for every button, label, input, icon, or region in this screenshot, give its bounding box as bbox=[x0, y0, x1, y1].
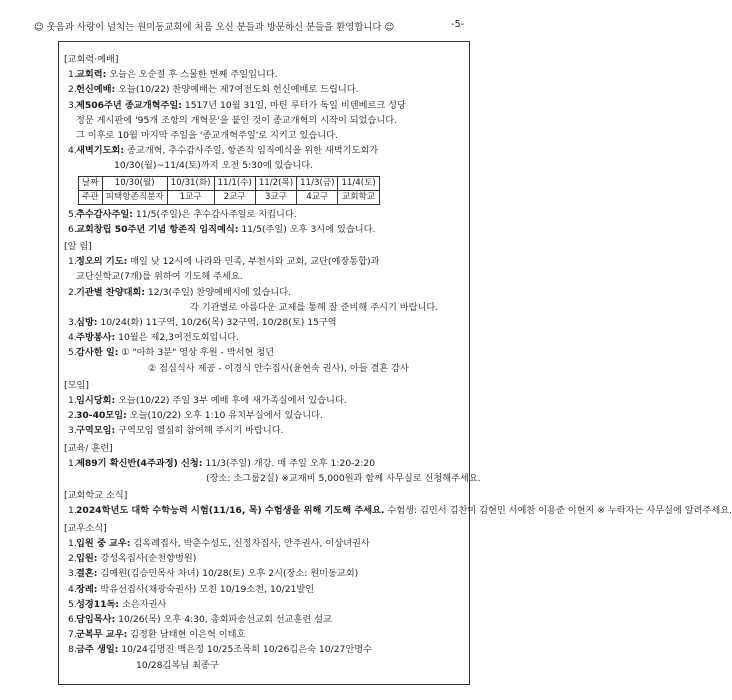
list-item bbox=[64, 597, 464, 612]
item-label: 교회력: bbox=[76, 69, 107, 81]
item-number: 3. bbox=[68, 99, 77, 111]
schedule-cell: 주관 bbox=[79, 190, 103, 204]
item-line bbox=[76, 642, 464, 657]
item-label: 장례: bbox=[76, 583, 98, 595]
item-text: 종교개혁, 추수감사주일, 항존직 임직예식을 위한 새벽기도회가 bbox=[126, 145, 379, 157]
item-number: 2. bbox=[68, 553, 77, 565]
list-item bbox=[64, 315, 464, 330]
list-item bbox=[64, 345, 464, 375]
section-title: [교육/ 훈련] bbox=[64, 442, 113, 454]
item-label: 감사한 일: bbox=[76, 347, 119, 359]
item-text: 10월은 제2,3여전도회입니다. bbox=[118, 332, 240, 344]
item-number: 4. bbox=[68, 332, 77, 344]
list-item bbox=[64, 285, 464, 315]
item-line bbox=[76, 456, 464, 471]
list-item bbox=[64, 330, 464, 345]
list-item bbox=[64, 207, 464, 222]
list-item bbox=[64, 423, 464, 438]
list-item bbox=[64, 143, 464, 173]
item-label: 구역모임: bbox=[76, 425, 116, 437]
item-label: 추수감사주일: bbox=[76, 208, 133, 220]
list-item bbox=[64, 67, 464, 82]
schedule-cell: 11/3(금) bbox=[297, 176, 338, 190]
item-line-cont: 10/30(월)~11/4(토)까지 오전 5:30에 있습니다. bbox=[114, 160, 314, 172]
item-number: 6. bbox=[68, 223, 77, 235]
section-title: [교회력·예배] bbox=[64, 54, 119, 65]
schedule-cell: 3교구 bbox=[255, 190, 296, 204]
section-title: [교회학교 소식] bbox=[64, 490, 128, 502]
item-text: 10/24김명진 백은정 10/25조목희 10/26김은숙 10/27안명수 bbox=[121, 644, 373, 656]
item-line bbox=[76, 582, 464, 597]
item-label: 심방: bbox=[76, 317, 98, 329]
list-item bbox=[64, 98, 464, 144]
item-line-cont: 교단신학교(7개)를 위하여 기도해 주세요. bbox=[76, 271, 243, 283]
item-label: 금주 생일: bbox=[76, 644, 119, 656]
item-text: 박유선집사(채광숙권사) 모친 10/19소천, 10/21발인 bbox=[100, 583, 315, 595]
item-label: 새벽기도회: bbox=[76, 145, 125, 157]
list-item bbox=[64, 551, 464, 566]
item-line-cont: 각 기관별로 아름다운 교제를 통해 잘 준비해 주시기 바랍니다. bbox=[190, 301, 439, 313]
item-label: 제506주년 종교개혁주일: bbox=[76, 99, 182, 111]
item-label: 결혼: bbox=[76, 568, 98, 580]
item-number: 8. bbox=[68, 644, 77, 656]
list-item bbox=[64, 627, 464, 642]
item-text: ① "아하 3분" 영상 후원 - 박서현 청년 bbox=[121, 347, 275, 359]
item-line-cont: 10/28김복님 최종구 bbox=[136, 659, 219, 671]
item-text: 김옥례집사, 박춘수성도, 신정자집사, 안주권사, 이상녀권사 bbox=[133, 537, 370, 549]
item-line bbox=[76, 285, 464, 300]
schedule-cell: 교회학교 bbox=[338, 190, 379, 204]
item-number: 3. bbox=[68, 425, 77, 437]
item-text: 매일 낮 12시에 나라와 민족, 부천시와 교회, 교단(예장통합)과 bbox=[130, 256, 380, 268]
item-number: 3. bbox=[68, 317, 77, 329]
item-line bbox=[76, 536, 464, 551]
item-label: 주방봉사: bbox=[76, 332, 116, 344]
schedule-cell: 11/1(수) bbox=[214, 176, 255, 190]
item-number: 1. bbox=[68, 505, 77, 517]
item-text: 오늘(10/22) 주일 3부 예배 후에 새가족실에서 있습니다. bbox=[118, 395, 347, 407]
item-label: 입원: bbox=[76, 553, 98, 565]
schedule-cell: 날짜 bbox=[79, 176, 103, 190]
item-number: 4. bbox=[68, 583, 77, 595]
page-number: -5- bbox=[451, 19, 464, 30]
item-text: 강성옥집사(순천향병원) bbox=[100, 553, 197, 565]
item-line bbox=[76, 393, 464, 408]
schedule-table bbox=[78, 176, 380, 205]
item-line bbox=[76, 408, 464, 423]
item-label: 교회창립 50주년 기념 항존직 임직예식: bbox=[76, 223, 239, 235]
page-header bbox=[34, 19, 464, 33]
item-line bbox=[76, 82, 464, 97]
item-text: 김정환 남태현 이은혁 이태호 bbox=[130, 629, 246, 641]
list-item bbox=[64, 393, 464, 408]
item-line bbox=[76, 330, 464, 345]
schedule-cell: 4교구 bbox=[297, 190, 338, 204]
item-line bbox=[76, 143, 464, 158]
item-line bbox=[76, 345, 464, 360]
item-line bbox=[76, 612, 464, 627]
item-line bbox=[76, 67, 464, 82]
list-item bbox=[64, 408, 464, 423]
item-line bbox=[76, 315, 464, 330]
list-item bbox=[64, 503, 732, 518]
item-line-cont: 정문 게시판에 '95개 조항의 개혁문'을 붙인 것이 종교개혁의 시작이 되었습니다. bbox=[76, 114, 398, 126]
item-line-cont: (장소: 소그룹2실) ※교재비 5,000원과 함께 사무실로 신청해주세요. bbox=[206, 473, 481, 485]
list-item bbox=[64, 82, 464, 97]
item-number: 1. bbox=[68, 537, 77, 549]
item-line bbox=[76, 503, 732, 518]
item-label: 군복무 교우: bbox=[76, 629, 128, 641]
schedule-cell: 11/2(목) bbox=[255, 176, 296, 190]
item-text: 12/3(주일) 찬양예배시에 있습니다. bbox=[147, 286, 291, 298]
item-number: 2. bbox=[68, 286, 77, 298]
schedule-cell: 1교구 bbox=[167, 190, 214, 204]
schedule-cell: 10/30(월) bbox=[102, 176, 167, 190]
item-line-cont: ② 점심식사 제공 - 이경식 안수집사(윤현숙 권사), 아들 결혼 감사 bbox=[148, 362, 409, 374]
item-number: 4. bbox=[68, 145, 77, 157]
item-line bbox=[76, 597, 464, 612]
schedule-cell: 피택항존직분자 bbox=[102, 190, 167, 204]
list-item bbox=[64, 642, 464, 672]
item-number: 5. bbox=[68, 347, 77, 359]
item-number: 3. bbox=[68, 568, 77, 580]
item-text: 소은자권사 bbox=[122, 598, 167, 610]
item-number: 7. bbox=[68, 629, 77, 641]
welcome-text: ☺ 웃음과 사랑이 넘치는 원미동교회에 처음 오신 분들과 방문하신 분들을 환영합니다 ☺ bbox=[34, 22, 395, 33]
item-line bbox=[76, 98, 464, 113]
list-item bbox=[64, 254, 464, 284]
list-item bbox=[64, 456, 481, 486]
item-text: 11/5(주일) 오후 3시에 있습니다. bbox=[241, 223, 376, 235]
item-text: 김예원(김승민목사 차녀) 10/28(토) 오후 2시(장소: 원미동교회) bbox=[100, 568, 359, 580]
item-label: 30-40모임: bbox=[76, 410, 127, 422]
schedule-cell: 10/31(화) bbox=[167, 176, 214, 190]
item-text: 오늘(10/22) 오후 1:10 유치부실에서 있습니다. bbox=[129, 410, 323, 422]
item-line-cont: 그 이후로 10월 마지막 주일을 '종교개혁주일'로 지키고 있습니다. bbox=[76, 130, 338, 142]
item-label: 임시당회: bbox=[76, 395, 116, 407]
item-text: 11/5(주일)은 추수감사주일로 지킵니다. bbox=[135, 208, 297, 220]
section-title: [교우소식] bbox=[64, 522, 107, 534]
list-item bbox=[64, 536, 464, 551]
item-line bbox=[76, 254, 464, 269]
item-number: 1. bbox=[68, 457, 77, 469]
item-text: 오늘은 오순절 후 스물한 번째 주일입니다. bbox=[109, 69, 278, 81]
item-number: 5. bbox=[68, 598, 77, 610]
item-line bbox=[76, 566, 464, 581]
item-label: 성경11독: bbox=[76, 598, 120, 610]
item-number: 5. bbox=[68, 208, 77, 220]
schedule-row-dates bbox=[79, 176, 380, 190]
item-line bbox=[76, 222, 464, 237]
list-item bbox=[64, 566, 464, 581]
item-line bbox=[76, 423, 464, 438]
list-item bbox=[64, 582, 464, 597]
item-text: 수험생: 김민서 김찬미 김현민 서예찬 이용준 이현지 ※ 누락자는 사무실에 알려주세요. bbox=[387, 505, 732, 517]
item-number: 1. bbox=[68, 69, 77, 81]
schedule-cell: 11/4(토) bbox=[338, 176, 379, 190]
item-text: 11/3(주일) 개강. 매 주일 오후 1:20-2:20 bbox=[205, 457, 376, 469]
item-number: 6. bbox=[68, 613, 77, 625]
item-number: 2. bbox=[68, 410, 77, 422]
item-line bbox=[76, 551, 464, 566]
item-number: 1. bbox=[68, 395, 77, 407]
list-item bbox=[64, 222, 464, 237]
item-number: 2. bbox=[68, 84, 77, 96]
item-text: 10/26(목) 오후 4:30, 총회파송선교회 선교훈련 설교 bbox=[118, 613, 332, 625]
item-text: 10/24(화) 11구역, 10/26(목) 32구역, 10/28(토) 15구역 bbox=[100, 317, 337, 329]
item-text: 1517년 10월 31일, 마틴 루터가 독일 비텐베르크 성당 bbox=[184, 99, 406, 111]
schedule-cell: 2교구 bbox=[214, 190, 255, 204]
item-label: 입원 중 교우: bbox=[76, 537, 131, 549]
schedule-row-leads bbox=[79, 190, 380, 204]
item-line bbox=[76, 627, 464, 642]
item-label: 2024학년도 대학 수학능력 시험(11/16, 목) 수험생을 위해 기도해 주세요. bbox=[76, 505, 385, 517]
item-label: 정오의 기도: bbox=[76, 256, 128, 268]
section-title: [모임] bbox=[64, 379, 89, 391]
item-text: 구역모임 열심히 참여해 주시기 바랍니다. bbox=[118, 425, 284, 437]
list-item bbox=[64, 612, 464, 627]
item-label: 기관별 찬양대회: bbox=[76, 286, 145, 298]
item-number: 1. bbox=[68, 256, 77, 268]
item-text: 오늘(10/22) 찬양예배는 제7여전도회 헌신예배로 드립니다. bbox=[118, 84, 359, 96]
bulletin-content bbox=[64, 50, 732, 673]
item-label: 제89기 확신반(4주과정) 신청: bbox=[76, 457, 203, 469]
section-title: [알 림] bbox=[64, 241, 92, 253]
item-label: 담임목사: bbox=[76, 613, 116, 625]
item-line bbox=[76, 207, 464, 222]
item-label: 헌신예배: bbox=[76, 84, 116, 96]
